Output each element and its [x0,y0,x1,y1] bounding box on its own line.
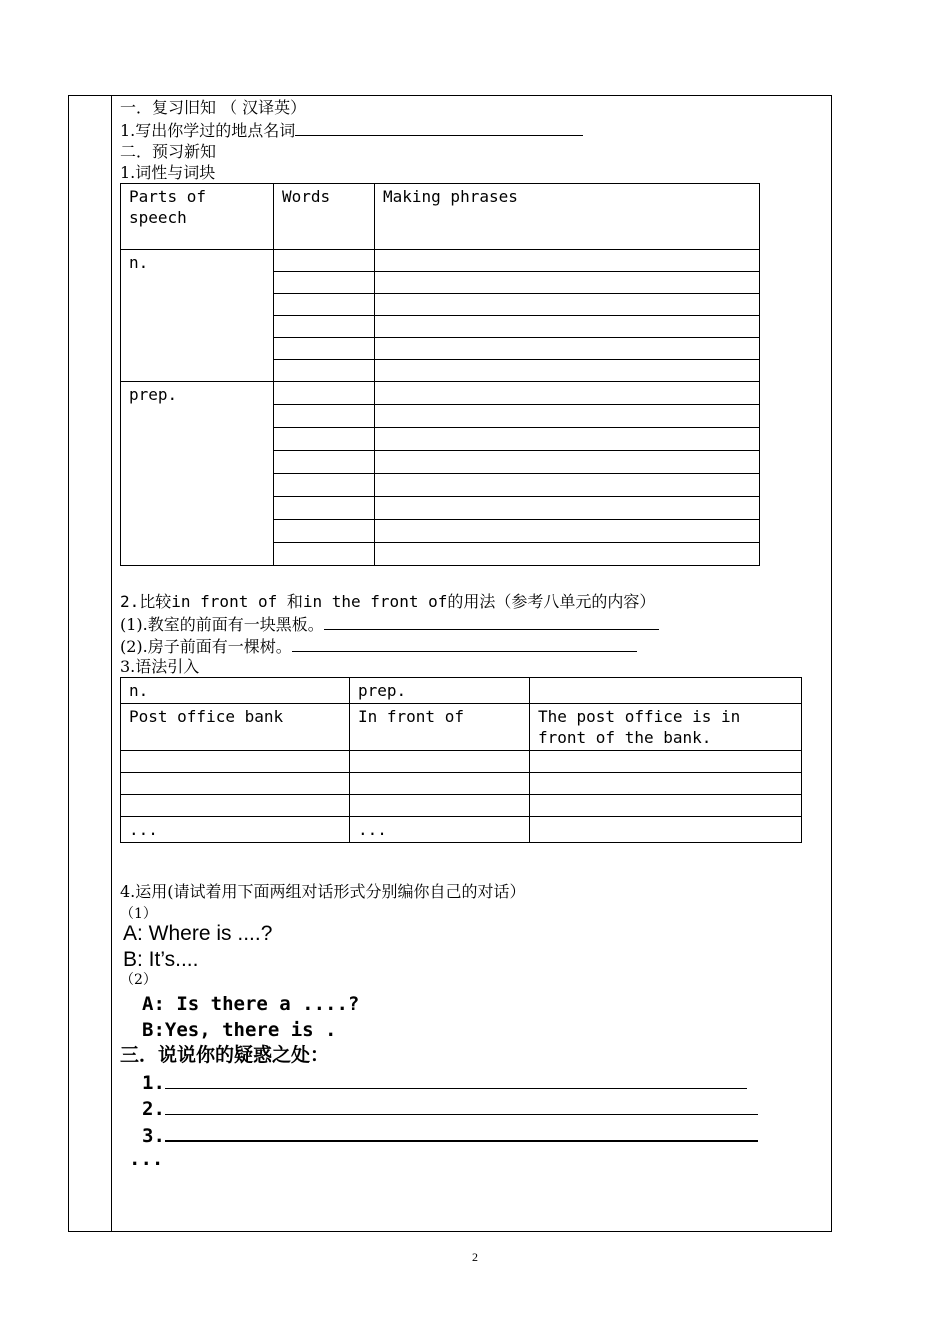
example-prep: In front of [350,704,530,751]
sentence-cell[interactable] [530,817,802,843]
word-cell[interactable] [274,250,375,272]
word-cell[interactable] [274,382,375,405]
section2-sub2-b [120,635,637,658]
example-sentence: The post office is in front of the bank. [530,704,802,751]
grammar-table [120,677,802,843]
section1-q1-text: 1.写出你学过的地点名词 [120,121,296,140]
group-label-prep: prep. [121,382,274,566]
header-parts-of-speech: Parts of speech [121,184,274,250]
header-making-phrases: Making phrases [375,184,760,250]
section2-sub3: 3.语法引入 [120,657,200,676]
section2-sub1: 1.词性与词块 [120,163,216,182]
phrase-cell[interactable] [375,520,760,543]
phrase-cell[interactable] [375,250,760,272]
dialog1-a: A: Where is ....? [123,922,273,945]
word-cell[interactable] [274,338,375,360]
section2-sub2: 2.比较in front of 和in the front of的用法（参考八单元的内容） [120,592,656,611]
header-n: n. [121,678,350,704]
ellipsis-cell: ... [121,817,350,843]
phrase-cell[interactable] [375,474,760,497]
word-cell[interactable] [274,316,375,338]
phrase-cell[interactable] [375,316,760,338]
noun-cell[interactable] [121,773,350,795]
question-line-1 [142,1068,747,1096]
word-cell[interactable] [274,543,375,566]
prep-cell[interactable] [350,751,530,773]
question-number: 3. [142,1125,165,1147]
sentence-cell[interactable] [530,773,802,795]
question-line-2 [142,1094,758,1122]
phrase-cell[interactable] [375,338,760,360]
header-words: Words [274,184,375,250]
dialog1-label: （1） [120,906,157,922]
phrase-cell[interactable] [375,405,760,428]
word-cell[interactable] [274,497,375,520]
phrase-cell[interactable] [375,428,760,451]
group-label-n: n. [121,250,274,382]
header-prep: prep. [350,678,530,704]
noun-cell[interactable] [121,751,350,773]
word-cell[interactable] [274,520,375,543]
sentence-cell[interactable] [530,751,802,773]
answer-blank[interactable] [324,613,659,630]
section1-heading: 一．复习旧知 （ 汉译英） [120,98,307,117]
phrase-cell[interactable] [375,497,760,520]
section1-q1 [120,119,583,142]
sentence-cell[interactable] [530,795,802,817]
word-cell[interactable] [274,474,375,497]
phrase-cell[interactable] [375,382,760,405]
section2-sub4: 4.运用(请试着用下面两组对话形式分别编你自己的对话） [120,882,526,901]
page-number: 2 [472,1250,478,1264]
prep-cell[interactable] [350,795,530,817]
dialog2-b: B:Yes, there is . [142,1019,337,1041]
prep-cell[interactable] [350,773,530,795]
word-cell[interactable] [274,405,375,428]
sub2-b-text: (2).房子前面有一棵树。 [120,637,292,656]
section3-heading: 三．说说你的疑惑之处： [120,1044,330,1066]
word-cell[interactable] [274,428,375,451]
phrase-cell[interactable] [375,360,760,382]
more-questions-ellipsis: ... [129,1148,164,1170]
answer-blank[interactable] [165,1068,747,1089]
section2-heading: 二．预习新知 [120,142,217,161]
word-cell[interactable] [274,451,375,474]
ellipsis-cell: ... [350,817,530,843]
word-cell[interactable] [274,360,375,382]
answer-blank[interactable] [292,635,637,652]
phrase-cell[interactable] [375,451,760,474]
question-number: 2. [142,1098,165,1120]
margin-column-divider [111,95,112,1232]
answer-blank[interactable] [295,119,583,136]
dialog2-a: A: Is there a ....? [142,993,360,1015]
example-nouns: Post office bank [121,704,350,751]
word-cell[interactable] [274,294,375,316]
parts-of-speech-table [120,183,760,566]
question-number: 1. [142,1072,165,1094]
header-sentence [530,678,802,704]
sub2-a-text: (1).教室的前面有一块黑板。 [120,615,324,634]
dialog1-b: B: It’s.... [123,948,199,971]
question-line-3 [142,1120,758,1149]
dialog2-label: （2） [120,972,157,988]
answer-blank[interactable] [165,1120,758,1142]
section2-sub2-a [120,613,659,636]
answer-blank[interactable] [165,1094,758,1115]
phrase-cell[interactable] [375,543,760,566]
phrase-cell[interactable] [375,272,760,294]
phrase-cell[interactable] [375,294,760,316]
word-cell[interactable] [274,272,375,294]
noun-cell[interactable] [121,795,350,817]
